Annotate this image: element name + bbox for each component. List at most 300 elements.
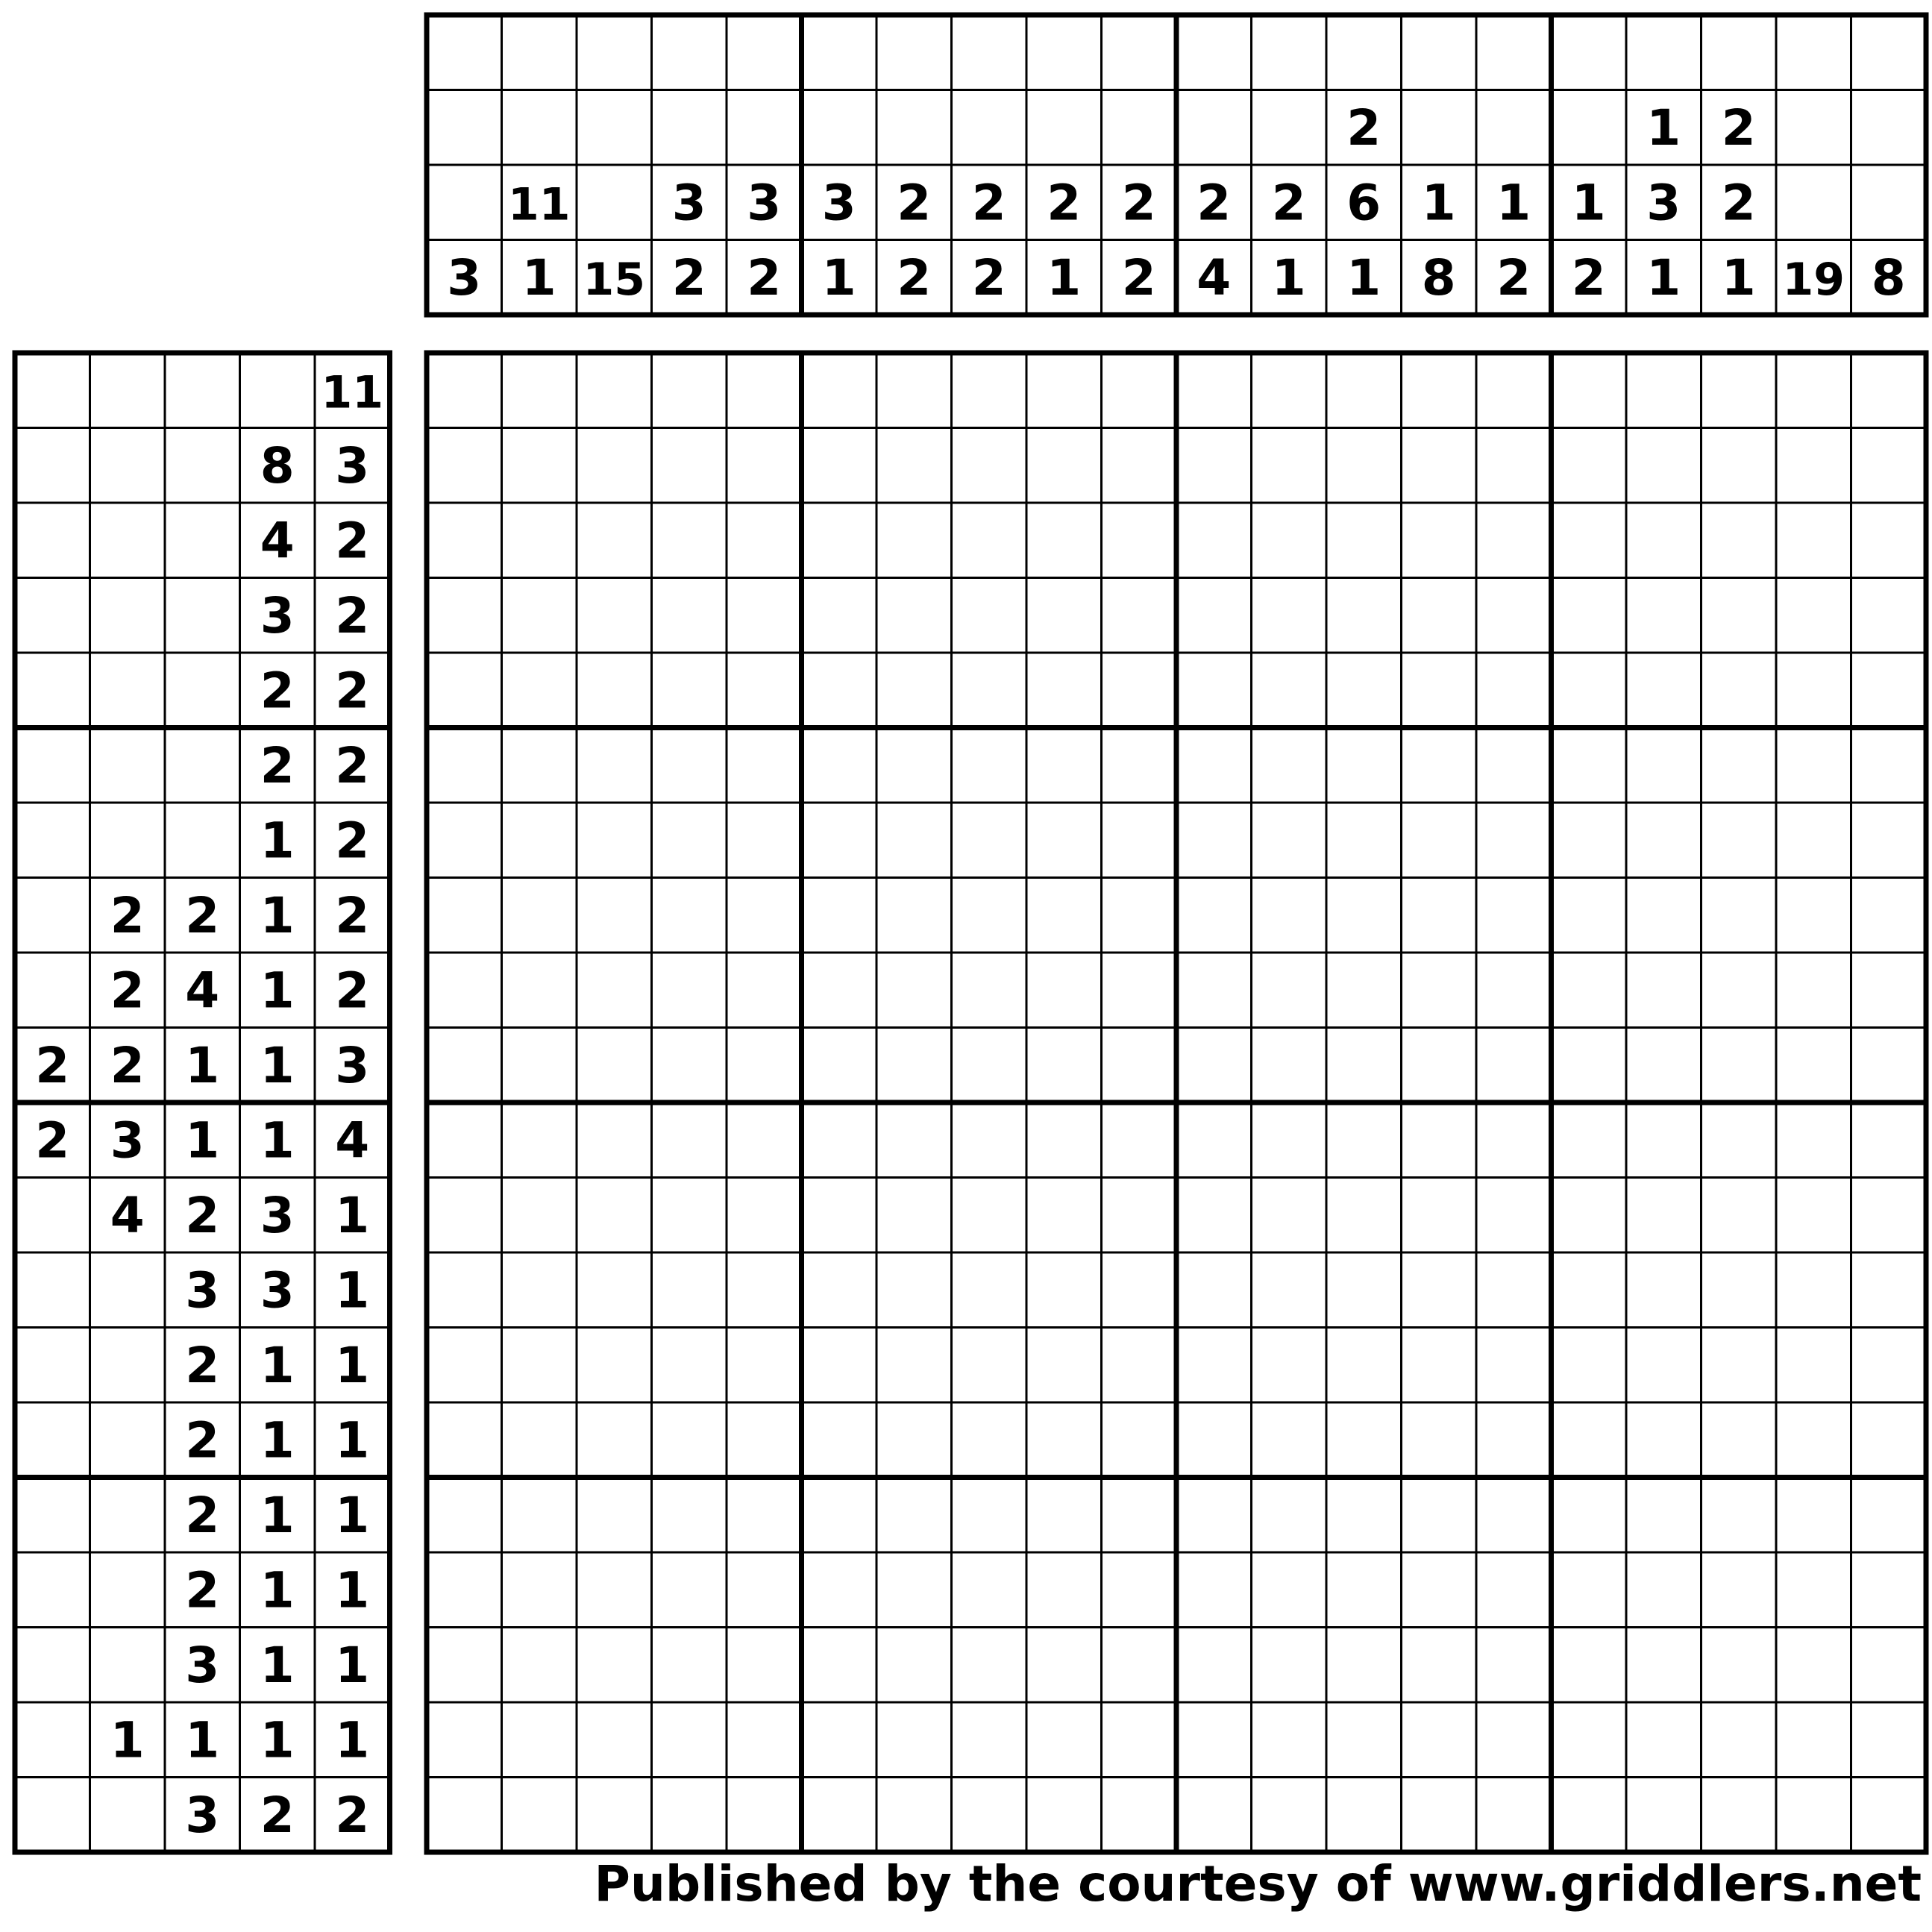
- grid-cell[interactable]: [1102, 1778, 1177, 1853]
- grid-cell[interactable]: [876, 878, 952, 953]
- grid-cell[interactable]: [1326, 1778, 1402, 1853]
- grid-cell[interactable]: [1402, 653, 1477, 728]
- grid-cell[interactable]: [876, 1178, 952, 1253]
- grid-cell[interactable]: [1851, 1103, 1927, 1178]
- grid-cell[interactable]: [1552, 728, 1627, 803]
- grid-cell[interactable]: [1252, 578, 1327, 653]
- grid-cell[interactable]: [952, 1402, 1027, 1478]
- grid-cell[interactable]: [802, 428, 877, 504]
- grid-cell[interactable]: [652, 1702, 727, 1778]
- grid-cell[interactable]: [1252, 1628, 1327, 1703]
- grid-cell[interactable]: [1176, 1478, 1252, 1553]
- grid-cell[interactable]: [502, 353, 577, 428]
- grid-cell[interactable]: [727, 1628, 802, 1703]
- grid-cell[interactable]: [427, 1478, 502, 1553]
- grid-cell[interactable]: [1626, 728, 1702, 803]
- grid-cell[interactable]: [427, 503, 502, 578]
- grid-cell[interactable]: [1776, 1103, 1851, 1178]
- grid-cell[interactable]: [1476, 1552, 1552, 1628]
- grid-cell[interactable]: [1476, 1328, 1552, 1403]
- grid-cell[interactable]: [1026, 503, 1102, 578]
- grid-cell[interactable]: [577, 578, 652, 653]
- grid-cell[interactable]: [1776, 803, 1851, 878]
- grid-cell[interactable]: [1326, 1103, 1402, 1178]
- grid-cell[interactable]: [1252, 353, 1327, 428]
- grid-cell[interactable]: [652, 1778, 727, 1853]
- grid-cell[interactable]: [1776, 1028, 1851, 1103]
- grid-cell[interactable]: [1476, 503, 1552, 578]
- grid-cell[interactable]: [502, 1552, 577, 1628]
- grid-cell[interactable]: [427, 728, 502, 803]
- grid-cell[interactable]: [1402, 1103, 1477, 1178]
- grid-cell[interactable]: [577, 728, 652, 803]
- grid-cell[interactable]: [952, 353, 1027, 428]
- grid-cell[interactable]: [502, 1628, 577, 1703]
- grid-cell[interactable]: [727, 1252, 802, 1328]
- grid-cell[interactable]: [1702, 578, 1777, 653]
- grid-cell[interactable]: [1552, 503, 1627, 578]
- grid-cell[interactable]: [876, 503, 952, 578]
- grid-cell[interactable]: [876, 803, 952, 878]
- grid-cell[interactable]: [577, 878, 652, 953]
- grid-cell[interactable]: [952, 728, 1027, 803]
- grid-cell[interactable]: [1102, 1178, 1177, 1253]
- grid-cell[interactable]: [427, 1328, 502, 1403]
- grid-cell[interactable]: [427, 1552, 502, 1628]
- grid-cell[interactable]: [802, 1028, 877, 1103]
- grid-cell[interactable]: [1702, 353, 1777, 428]
- grid-cell[interactable]: [1026, 803, 1102, 878]
- grid-cell[interactable]: [1476, 1028, 1552, 1103]
- grid-cell[interactable]: [1552, 428, 1627, 504]
- grid-cell[interactable]: [1176, 1402, 1252, 1478]
- grid-cell[interactable]: [802, 653, 877, 728]
- grid-cell[interactable]: [1476, 1778, 1552, 1853]
- grid-cell[interactable]: [427, 353, 502, 428]
- grid-cell[interactable]: [1252, 728, 1327, 803]
- grid-cell[interactable]: [1476, 803, 1552, 878]
- grid-cell[interactable]: [1326, 578, 1402, 653]
- grid-cell[interactable]: [802, 953, 877, 1028]
- grid-cell[interactable]: [427, 1702, 502, 1778]
- grid-cell[interactable]: [577, 353, 652, 428]
- grid-cell[interactable]: [1851, 803, 1927, 878]
- grid-cell[interactable]: [1326, 1478, 1402, 1553]
- grid-cell[interactable]: [1102, 878, 1177, 953]
- grid-cell[interactable]: [1402, 503, 1477, 578]
- grid-cell[interactable]: [1402, 1702, 1477, 1778]
- grid-cell[interactable]: [727, 803, 802, 878]
- grid-cell[interactable]: [1776, 1778, 1851, 1853]
- grid-cell[interactable]: [1026, 653, 1102, 728]
- grid-cell[interactable]: [1626, 803, 1702, 878]
- grid-cell[interactable]: [1552, 1402, 1627, 1478]
- grid-cell[interactable]: [802, 1552, 877, 1628]
- grid-cell[interactable]: [1626, 1402, 1702, 1478]
- grid-cell[interactable]: [502, 1103, 577, 1178]
- grid-cell[interactable]: [802, 803, 877, 878]
- grid-cell[interactable]: [952, 1552, 1027, 1628]
- grid-cell[interactable]: [1326, 428, 1402, 504]
- grid-cell[interactable]: [577, 1328, 652, 1403]
- grid-cell[interactable]: [1176, 353, 1252, 428]
- grid-cell[interactable]: [1552, 1778, 1627, 1853]
- grid-cell[interactable]: [952, 803, 1027, 878]
- grid-cell[interactable]: [502, 1778, 577, 1853]
- grid-cell[interactable]: [1102, 428, 1177, 504]
- grid-cell[interactable]: [1326, 1028, 1402, 1103]
- grid-cell[interactable]: [652, 1252, 727, 1328]
- grid-cell[interactable]: [1702, 1103, 1777, 1178]
- grid-cell[interactable]: [1026, 1778, 1102, 1853]
- grid-cell[interactable]: [952, 1702, 1027, 1778]
- grid-cell[interactable]: [952, 1178, 1027, 1253]
- grid-cell[interactable]: [1851, 1628, 1927, 1703]
- grid-cell[interactable]: [876, 1552, 952, 1628]
- grid-cell[interactable]: [577, 1028, 652, 1103]
- grid-cell[interactable]: [652, 578, 727, 653]
- grid-cell[interactable]: [1102, 1402, 1177, 1478]
- grid-cell[interactable]: [1702, 953, 1777, 1028]
- grid-cell[interactable]: [1402, 353, 1477, 428]
- grid-cell[interactable]: [1626, 1552, 1702, 1628]
- grid-cell[interactable]: [1026, 953, 1102, 1028]
- grid-cell[interactable]: [802, 1328, 877, 1403]
- grid-cell[interactable]: [1552, 1628, 1627, 1703]
- grid-cell[interactable]: [1102, 1478, 1177, 1553]
- grid-cell[interactable]: [427, 878, 502, 953]
- grid-cell[interactable]: [1851, 953, 1927, 1028]
- grid-cell[interactable]: [876, 578, 952, 653]
- grid-cell[interactable]: [952, 1628, 1027, 1703]
- grid-cell[interactable]: [1552, 1103, 1627, 1178]
- grid-cell[interactable]: [1026, 578, 1102, 653]
- grid-cell[interactable]: [1402, 1028, 1477, 1103]
- grid-cell[interactable]: [1476, 878, 1552, 953]
- grid-cell[interactable]: [427, 428, 502, 504]
- grid-cell[interactable]: [802, 578, 877, 653]
- grid-cell[interactable]: [876, 1628, 952, 1703]
- grid-cell[interactable]: [802, 1478, 877, 1553]
- grid-cell[interactable]: [1102, 953, 1177, 1028]
- grid-cell[interactable]: [802, 1178, 877, 1253]
- grid-cell[interactable]: [427, 1028, 502, 1103]
- grid-cell[interactable]: [802, 728, 877, 803]
- grid-cell[interactable]: [1851, 1028, 1927, 1103]
- grid-cell[interactable]: [1552, 1702, 1627, 1778]
- grid-cell[interactable]: [1252, 1103, 1327, 1178]
- grid-cell[interactable]: [1176, 1552, 1252, 1628]
- grid-cell[interactable]: [1026, 1028, 1102, 1103]
- grid-cell[interactable]: [1776, 653, 1851, 728]
- grid-cell[interactable]: [1851, 1178, 1927, 1253]
- grid-cell[interactable]: [1402, 878, 1477, 953]
- grid-cell[interactable]: [502, 1702, 577, 1778]
- grid-cell[interactable]: [727, 953, 802, 1028]
- grid-cell[interactable]: [727, 578, 802, 653]
- grid-cell[interactable]: [1776, 1252, 1851, 1328]
- grid-cell[interactable]: [1702, 1028, 1777, 1103]
- grid-cell[interactable]: [1702, 1402, 1777, 1478]
- grid-cell[interactable]: [1626, 1702, 1702, 1778]
- grid-cell[interactable]: [1626, 353, 1702, 428]
- grid-cell[interactable]: [1176, 803, 1252, 878]
- grid-cell[interactable]: [727, 1552, 802, 1628]
- grid-cell[interactable]: [1552, 1328, 1627, 1403]
- grid-cell[interactable]: [802, 878, 877, 953]
- grid-cell[interactable]: [1326, 1702, 1402, 1778]
- grid-cell[interactable]: [1776, 428, 1851, 504]
- grid-cell[interactable]: [1402, 953, 1477, 1028]
- grid-cell[interactable]: [1252, 1328, 1327, 1403]
- grid-cell[interactable]: [502, 953, 577, 1028]
- grid-cell[interactable]: [1252, 503, 1327, 578]
- grid-cell[interactable]: [1776, 728, 1851, 803]
- grid-cell[interactable]: [1851, 1778, 1927, 1853]
- grid-cell[interactable]: [1402, 1552, 1477, 1628]
- grid-cell[interactable]: [876, 1478, 952, 1553]
- grid-cell[interactable]: [1176, 1628, 1252, 1703]
- grid-cell[interactable]: [1476, 728, 1552, 803]
- grid-cell[interactable]: [1476, 1103, 1552, 1178]
- grid-cell[interactable]: [652, 428, 727, 504]
- grid-cell[interactable]: [1402, 1478, 1477, 1553]
- grid-cell[interactable]: [802, 1402, 877, 1478]
- grid-cell[interactable]: [1102, 653, 1177, 728]
- grid-cell[interactable]: [652, 803, 727, 878]
- grid-cell[interactable]: [1402, 428, 1477, 504]
- grid-cell[interactable]: [1102, 1552, 1177, 1628]
- grid-cell[interactable]: [952, 953, 1027, 1028]
- grid-cell[interactable]: [652, 503, 727, 578]
- grid-cell[interactable]: [1702, 1702, 1777, 1778]
- grid-cell[interactable]: [1252, 1402, 1327, 1478]
- grid-cell[interactable]: [502, 1028, 577, 1103]
- grid-cell[interactable]: [1552, 353, 1627, 428]
- grid-cell[interactable]: [652, 1402, 727, 1478]
- grid-cell[interactable]: [802, 1778, 877, 1853]
- grid-cell[interactable]: [1851, 1252, 1927, 1328]
- grid-cell[interactable]: [427, 1778, 502, 1853]
- grid-cell[interactable]: [952, 578, 1027, 653]
- grid-cell[interactable]: [502, 578, 577, 653]
- grid-cell[interactable]: [502, 1328, 577, 1403]
- grid-cell[interactable]: [427, 1252, 502, 1328]
- grid-cell[interactable]: [1702, 1252, 1777, 1328]
- grid-cell[interactable]: [1176, 1778, 1252, 1853]
- grid-cell[interactable]: [1702, 428, 1777, 504]
- grid-cell[interactable]: [1552, 878, 1627, 953]
- grid-cell[interactable]: [1326, 503, 1402, 578]
- grid-cell[interactable]: [1626, 1178, 1702, 1253]
- grid-cell[interactable]: [502, 653, 577, 728]
- grid-cell[interactable]: [1776, 1402, 1851, 1478]
- grid-cell[interactable]: [1326, 653, 1402, 728]
- grid-cell[interactable]: [1252, 803, 1327, 878]
- grid-cell[interactable]: [1252, 1702, 1327, 1778]
- grid-cell[interactable]: [802, 353, 877, 428]
- grid-cell[interactable]: [1851, 578, 1927, 653]
- grid-cell[interactable]: [577, 1103, 652, 1178]
- grid-cell[interactable]: [1026, 728, 1102, 803]
- grid-cell[interactable]: [876, 653, 952, 728]
- grid-cell[interactable]: [1176, 728, 1252, 803]
- grid-cell[interactable]: [1776, 1178, 1851, 1253]
- grid-cell[interactable]: [652, 953, 727, 1028]
- grid-cell[interactable]: [1851, 1402, 1927, 1478]
- grid-cell[interactable]: [1176, 1103, 1252, 1178]
- grid-cell[interactable]: [727, 653, 802, 728]
- grid-cell[interactable]: [1776, 953, 1851, 1028]
- grid-cell[interactable]: [1102, 503, 1177, 578]
- grid-cell[interactable]: [1102, 353, 1177, 428]
- grid-cell[interactable]: [876, 428, 952, 504]
- grid-cell[interactable]: [577, 1702, 652, 1778]
- grid-cell[interactable]: [727, 1702, 802, 1778]
- grid-cell[interactable]: [1552, 578, 1627, 653]
- grid-cell[interactable]: [577, 1252, 652, 1328]
- grid-cell[interactable]: [802, 1103, 877, 1178]
- grid-cell[interactable]: [727, 728, 802, 803]
- grid-cell[interactable]: [1176, 1328, 1252, 1403]
- grid-cell[interactable]: [727, 1178, 802, 1253]
- grid-cell[interactable]: [1252, 1552, 1327, 1628]
- grid-cell[interactable]: [1102, 1328, 1177, 1403]
- grid-cell[interactable]: [1552, 1552, 1627, 1628]
- grid-cell[interactable]: [1252, 878, 1327, 953]
- grid-cell[interactable]: [1851, 878, 1927, 953]
- grid-cell[interactable]: [876, 953, 952, 1028]
- grid-cell[interactable]: [1626, 1028, 1702, 1103]
- grid-cell[interactable]: [1552, 803, 1627, 878]
- grid-cell[interactable]: [1326, 803, 1402, 878]
- grid-cell[interactable]: [1776, 1702, 1851, 1778]
- grid-cell[interactable]: [802, 1702, 877, 1778]
- grid-cell[interactable]: [1176, 428, 1252, 504]
- grid-cell[interactable]: [1851, 728, 1927, 803]
- grid-cell[interactable]: [1176, 578, 1252, 653]
- grid-cell[interactable]: [1252, 1778, 1327, 1853]
- grid-cell[interactable]: [1026, 1478, 1102, 1553]
- grid-cell[interactable]: [577, 1402, 652, 1478]
- grid-cell[interactable]: [1402, 728, 1477, 803]
- grid-cell[interactable]: [1176, 878, 1252, 953]
- grid-cell[interactable]: [876, 1252, 952, 1328]
- grid-cell[interactable]: [1476, 953, 1552, 1028]
- grid-cell[interactable]: [1102, 1103, 1177, 1178]
- grid-cell[interactable]: [502, 1178, 577, 1253]
- grid-cell[interactable]: [1851, 1702, 1927, 1778]
- grid-cell[interactable]: [1702, 1328, 1777, 1403]
- grid-cell[interactable]: [1552, 1028, 1627, 1103]
- grid-cell[interactable]: [652, 728, 727, 803]
- grid-cell[interactable]: [1402, 803, 1477, 878]
- grid-cell[interactable]: [1776, 353, 1851, 428]
- grid-cell[interactable]: [1626, 428, 1702, 504]
- grid-cell[interactable]: [727, 1402, 802, 1478]
- grid-cell[interactable]: [502, 878, 577, 953]
- grid-cell[interactable]: [802, 1628, 877, 1703]
- grid-cell[interactable]: [1626, 1328, 1702, 1403]
- grid-cell[interactable]: [952, 428, 1027, 504]
- grid-cell[interactable]: [1476, 428, 1552, 504]
- grid-cell[interactable]: [652, 1103, 727, 1178]
- grid-cell[interactable]: [1026, 1103, 1102, 1178]
- grid-cell[interactable]: [502, 1252, 577, 1328]
- grid-cell[interactable]: [652, 353, 727, 428]
- grid-cell[interactable]: [952, 1103, 1027, 1178]
- grid-cell[interactable]: [1776, 1552, 1851, 1628]
- grid-cell[interactable]: [1252, 953, 1327, 1028]
- grid-cell[interactable]: [876, 728, 952, 803]
- grid-cell[interactable]: [1102, 578, 1177, 653]
- grid-cell[interactable]: [427, 653, 502, 728]
- grid-cell[interactable]: [1626, 1628, 1702, 1703]
- grid-cell[interactable]: [1702, 653, 1777, 728]
- grid-cell[interactable]: [1776, 503, 1851, 578]
- grid-cell[interactable]: [1552, 1252, 1627, 1328]
- grid-cell[interactable]: [1176, 1028, 1252, 1103]
- grid-cell[interactable]: [577, 1778, 652, 1853]
- grid-cell[interactable]: [1476, 578, 1552, 653]
- grid-cell[interactable]: [1776, 878, 1851, 953]
- grid-cell[interactable]: [1476, 1252, 1552, 1328]
- grid-cell[interactable]: [1476, 1628, 1552, 1703]
- grid-cell[interactable]: [1776, 1628, 1851, 1703]
- grid-cell[interactable]: [1851, 428, 1927, 504]
- grid-cell[interactable]: [727, 353, 802, 428]
- grid-cell[interactable]: [952, 1778, 1027, 1853]
- grid-cell[interactable]: [1702, 1778, 1777, 1853]
- grid-cell[interactable]: [802, 1252, 877, 1328]
- grid-cell[interactable]: [1176, 1252, 1252, 1328]
- grid-cell[interactable]: [1252, 1178, 1327, 1253]
- grid-cell[interactable]: [952, 1328, 1027, 1403]
- grid-cell[interactable]: [1626, 1778, 1702, 1853]
- grid-cell[interactable]: [1026, 1402, 1102, 1478]
- grid-cell[interactable]: [502, 503, 577, 578]
- grid-cell[interactable]: [1326, 1628, 1402, 1703]
- grid-cell[interactable]: [1176, 503, 1252, 578]
- grid-cell[interactable]: [1552, 653, 1627, 728]
- grid-cell[interactable]: [1402, 578, 1477, 653]
- grid-cell[interactable]: [1026, 353, 1102, 428]
- grid-cell[interactable]: [952, 503, 1027, 578]
- grid-cell[interactable]: [1026, 1628, 1102, 1703]
- grid-cell[interactable]: [1252, 1252, 1327, 1328]
- grid-cell[interactable]: [1026, 1702, 1102, 1778]
- grid-cell[interactable]: [577, 428, 652, 504]
- grid-cell[interactable]: [1702, 728, 1777, 803]
- grid-cell[interactable]: [577, 953, 652, 1028]
- grid-cell[interactable]: [1176, 953, 1252, 1028]
- grid-cell[interactable]: [1851, 1478, 1927, 1553]
- grid-cell[interactable]: [502, 728, 577, 803]
- grid-cell[interactable]: [1552, 1178, 1627, 1253]
- grid-cell[interactable]: [1326, 728, 1402, 803]
- grid-cell[interactable]: [876, 353, 952, 428]
- grid-cell[interactable]: [652, 1552, 727, 1628]
- grid-cell[interactable]: [1702, 1552, 1777, 1628]
- grid-cell[interactable]: [1402, 1252, 1477, 1328]
- grid-cell[interactable]: [577, 1178, 652, 1253]
- grid-cell[interactable]: [1026, 878, 1102, 953]
- grid-cell[interactable]: [427, 953, 502, 1028]
- grid-cell[interactable]: [727, 503, 802, 578]
- grid-cell[interactable]: [1626, 578, 1702, 653]
- grid-cell[interactable]: [1102, 1628, 1177, 1703]
- grid-cell[interactable]: [1702, 1178, 1777, 1253]
